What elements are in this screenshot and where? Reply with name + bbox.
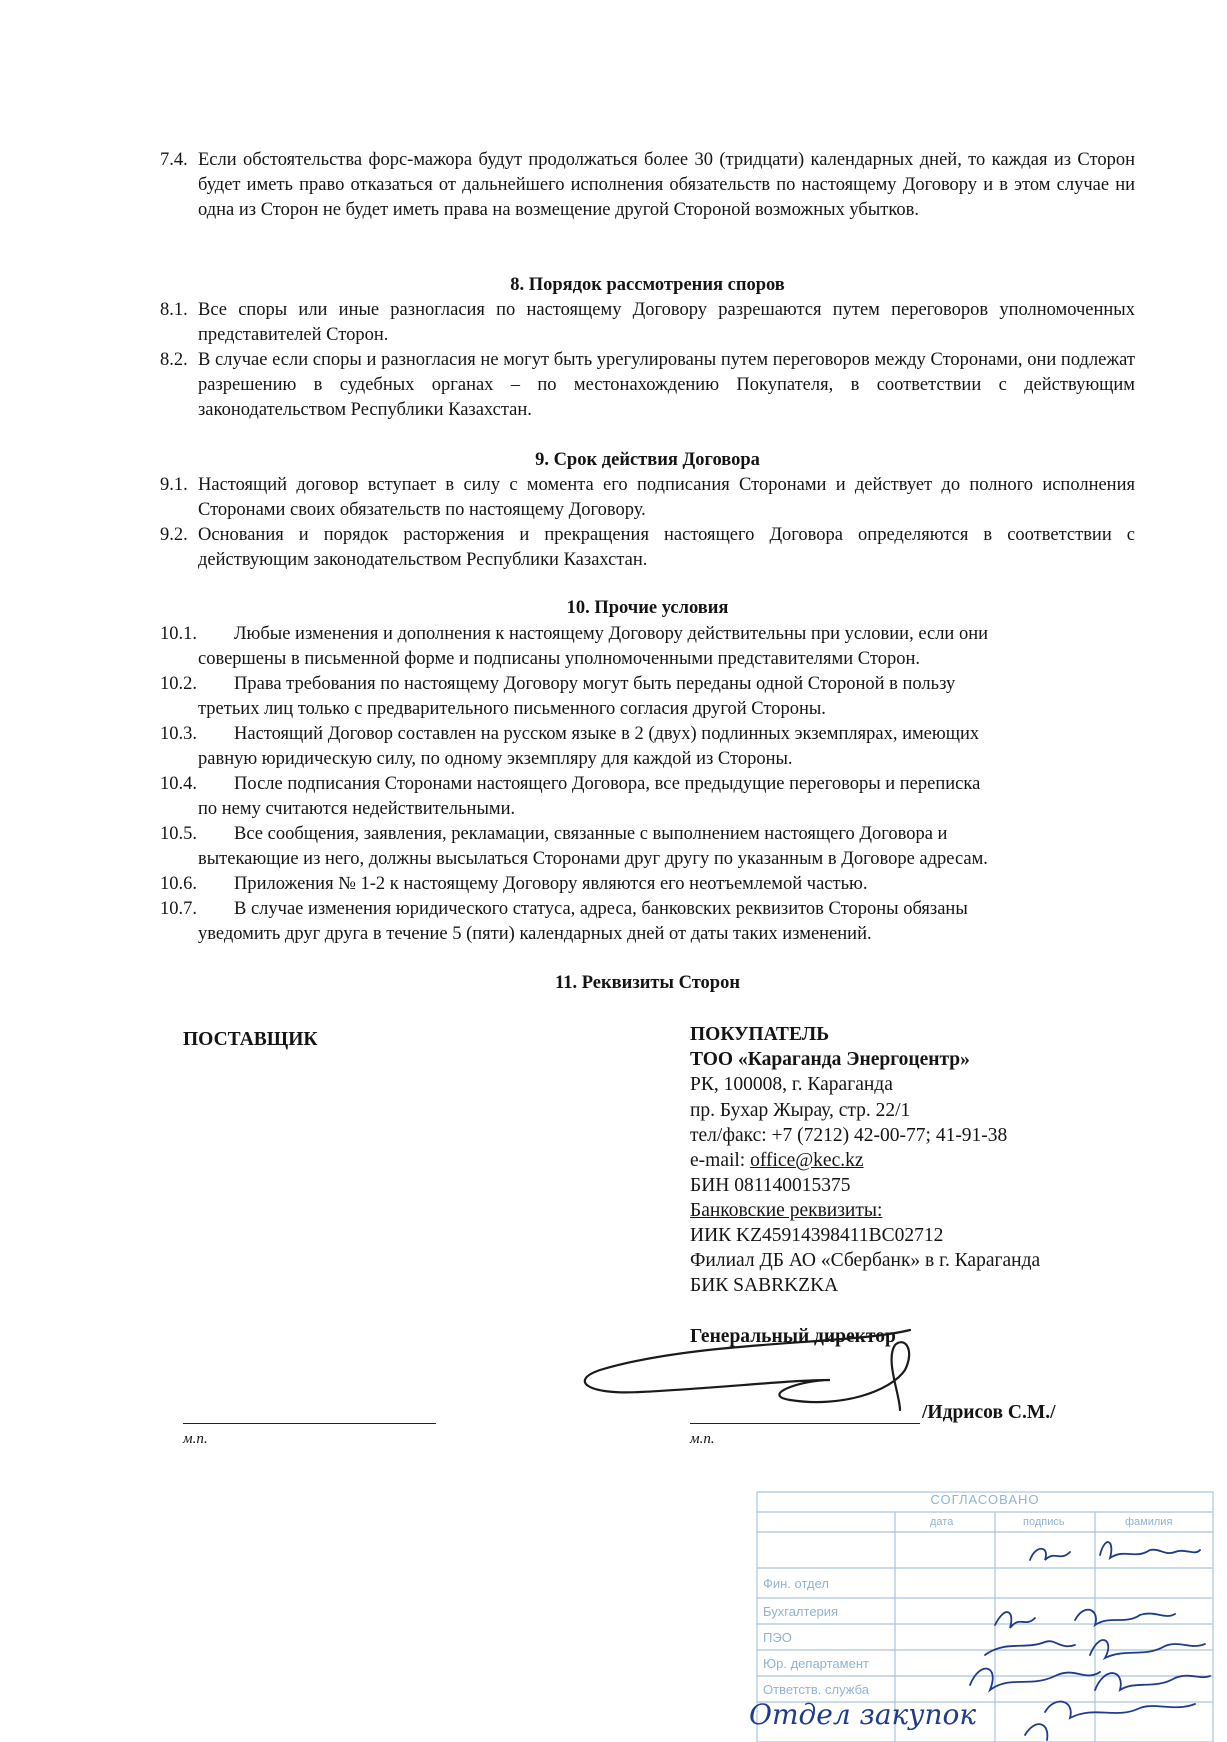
stamp-handwritten-note: Отдел закупок: [749, 1698, 977, 1731]
clause-text-line2: вытекающие из него, должны высылаться Сторонами друг другу по указанным в Договоре адресам.: [198, 849, 988, 869]
section-10-title: 10. Прочие условия: [566, 598, 729, 618]
stamp-row-1: Фин. отдел: [763, 1576, 829, 1591]
clause-text-line1: Права требования по настоящему Договору могут быть переданы одной Стороной в пользу: [234, 674, 956, 694]
buyer-signer-name: /Идрисов С.М./: [922, 1402, 1056, 1423]
clause-text-line1: Любые изменения и дополнения к настоящему Договору действительны при условии, если они: [234, 624, 989, 644]
email-link[interactable]: office@kec.kz: [750, 1150, 864, 1171]
stamp-row-5: Ответств. служба: [763, 1682, 869, 1697]
clause-text-line1: Приложения № 1-2 к настоящему Договору являются его неотъемлемой частью.: [234, 874, 868, 894]
clause-text-line2: по нему считаются недействительными.: [198, 799, 516, 819]
buyer-stamp-place: м.п.: [690, 1431, 715, 1447]
clause-number: 10.2.: [160, 674, 197, 694]
clause-number: 10.6.: [160, 874, 197, 894]
buyer-bank: Филиал ДБ АО «Сбербанк» в г. Караганда: [690, 1250, 1041, 1271]
clause-text: Основания и порядок расторжения и прекращения настоящего Договора определяются в соответствии с действующим законодательством Республики Казахстан.: [198, 525, 1135, 570]
clause-text-line1: В случае изменения юридического статуса, адреса, банковских реквизитов Стороны обязаны: [234, 899, 968, 919]
clause-text: Все споры или иные разногласия по настоящему Договору разрешаются путем переговоров уполномоченных представителей Сторон.: [198, 300, 1135, 345]
buyer-iik: ИИК KZ45914398411BC02712: [690, 1225, 944, 1246]
clause-number: 7.4.: [160, 150, 188, 170]
clause-text: Если обстоятельства форс-мажора будут продолжаться более 30 (тридцати) календарных дней, то каждая из Сторон будет иметь право отказаться от дальнейшего исполнения обязательств по настоящему Договору и в этом случае ни одна из Сторон не будет иметь права на возмещение другой Стороной возможных убытков.: [198, 150, 1135, 220]
buyer-bin: БИН 081140015375: [690, 1175, 851, 1196]
stamp-col-sign: подпись: [1023, 1516, 1065, 1528]
clause-text-line1: Все сообщения, заявления, рекламации, связанные с выполнением настоящего Договора и: [234, 824, 948, 844]
supplier-label: ПОСТАВЩИК: [183, 1029, 318, 1050]
stamp-row-4: Юр. департамент: [763, 1656, 869, 1671]
clause-text: Настоящий договор вступает в силу с момента его подписания Сторонами и действует до полного исполнения Сторонами своих обязательств по настоящему Договору.: [198, 475, 1135, 520]
buyer-address-2: пр. Бухар Жырау, стр. 22/1: [690, 1100, 911, 1121]
clause-number: 10.5.: [160, 824, 197, 844]
buyer-company: ТОО «Караганда Энергоцентр»: [690, 1049, 970, 1070]
clause-text-line2: равную юридическую силу, по одному экземпляру для каждой из Стороны.: [198, 749, 793, 769]
clause-text-line2: совершены в письменной форме и подписаны уполномоченными представителями Сторон.: [198, 649, 920, 669]
clause-number: 10.4.: [160, 774, 197, 794]
supplier-stamp-place: м.п.: [183, 1431, 208, 1447]
clause-text-line2: уведомить друг друга в течение 5 (пяти) календарных дней от даты таких изменений.: [198, 924, 872, 944]
approval-stamp: [749, 1490, 1215, 1742]
buyer-bank-label: Банковские реквизиты:: [690, 1200, 883, 1221]
buyer-label: ПОКУПАТЕЛЬ: [690, 1024, 830, 1045]
stamp-title: СОГЛАСОВАНО: [930, 1492, 1040, 1507]
stamp-col-name: фамилия: [1125, 1516, 1173, 1528]
buyer-position: Генеральный директор: [690, 1326, 896, 1347]
buyer-phone: тел/факс: +7 (7212) 42-00-77; 41-91-38: [690, 1125, 1008, 1146]
stamp-col-date: дата: [930, 1516, 954, 1528]
clause-number: 9.2.: [160, 525, 188, 545]
clause-number: 8.1.: [160, 300, 188, 320]
clause-number: 9.1.: [160, 475, 188, 495]
clause-number: 10.7.: [160, 899, 197, 919]
clause-text: В случае если споры и разногласия не могут быть урегулированы путем переговоров между Сторонами, они подлежат разрешению в судебных органах – по местонахождению Покупателя, в соответствии с действующим законодательством Республики Казахстан.: [198, 350, 1135, 420]
section-8-title: 8. Порядок рассмотрения споров: [510, 275, 785, 295]
clause-number: 10.1.: [160, 624, 197, 644]
clause-number: 8.2.: [160, 350, 188, 370]
stamp-row-3: ПЭО: [763, 1630, 792, 1645]
buyer-bik: БИК SABRKZKA: [690, 1275, 839, 1296]
clause-text-line1: После подписания Сторонами настоящего Договора, все предыдущие переговоры и переписка: [234, 774, 981, 794]
clause-number: 10.3.: [160, 724, 197, 744]
section-9-title: 9. Срок действия Договора: [535, 450, 760, 470]
email-label: e-mail:: [690, 1150, 751, 1171]
buyer-address-1: РК, 100008, г. Караганда: [690, 1074, 893, 1095]
clause-text-line1: Настоящий Договор составлен на русском языке в 2 (двух) подлинных экземплярах, имеющих: [234, 724, 980, 744]
section-11-title: 11. Реквизиты Сторон: [555, 973, 740, 993]
stamp-row-2: Бухгалтерия: [763, 1604, 839, 1619]
clause-text-line2: третьих лиц только с предварительного письменного согласия другой Стороны.: [198, 699, 826, 719]
